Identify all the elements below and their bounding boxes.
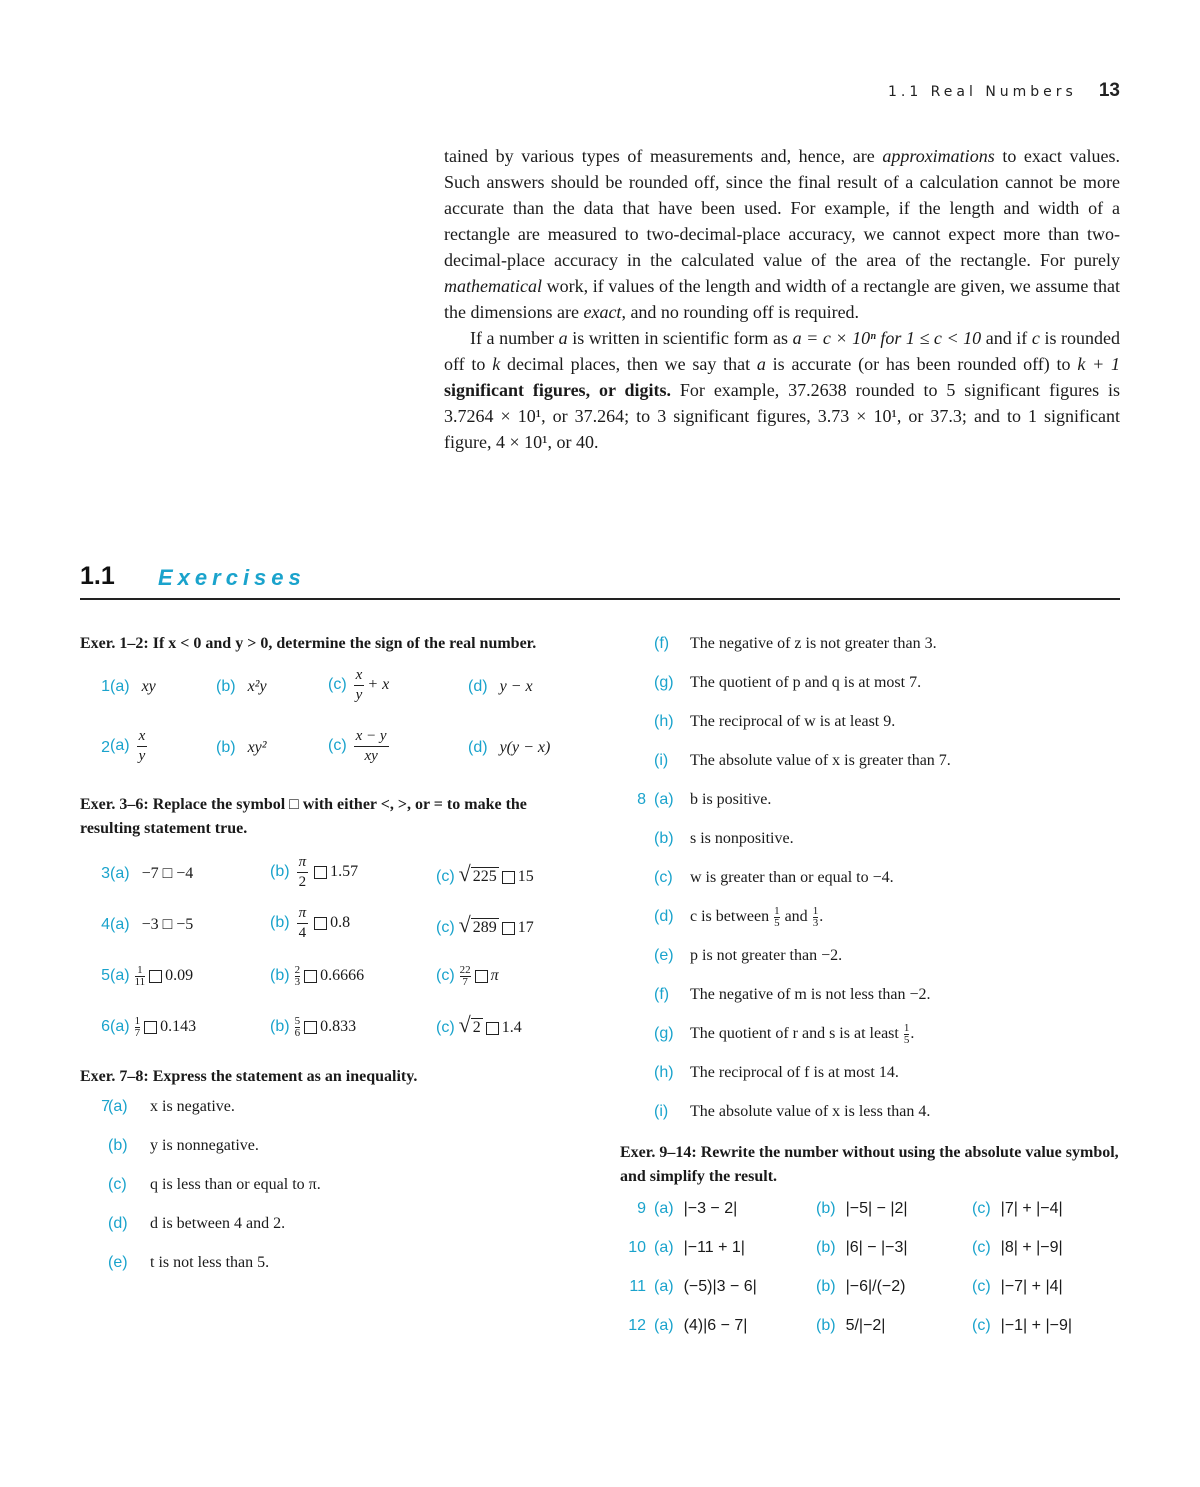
part-text <box>690 905 823 929</box>
blank-square-icon <box>149 970 162 983</box>
part-label: (g) <box>654 674 674 691</box>
fraction <box>774 906 780 929</box>
expression: 0.143 <box>160 1018 197 1036</box>
part-label: (a) <box>110 678 130 695</box>
part-label: (c) <box>328 737 347 755</box>
exercise-number: 6 <box>101 1018 110 1035</box>
text-run: The reciprocal of w is at least 9. <box>690 713 896 730</box>
part-label: (b) <box>270 1018 290 1036</box>
expression: xy <box>141 678 156 695</box>
text-run: and <box>780 908 812 925</box>
exercise-part <box>654 1275 757 1299</box>
exercises-left-column <box>80 632 580 1290</box>
part-label: (f) <box>654 986 670 1003</box>
part-label: (b) <box>216 739 236 756</box>
radicand: 2 <box>472 1019 481 1036</box>
part-text <box>690 1100 930 1124</box>
expression: 0.09 <box>165 967 194 985</box>
expression: 0.8 <box>330 914 351 932</box>
blank-square-icon <box>502 871 515 884</box>
sqrt-icon: √ <box>458 1012 471 1037</box>
fraction <box>135 965 146 988</box>
part-text <box>150 1134 259 1158</box>
text-run: The negative of z is not greater than 3. <box>690 635 937 652</box>
exercise-part <box>80 1251 580 1290</box>
expression: 17 <box>517 919 534 936</box>
denominator: 3 <box>812 916 819 929</box>
section-heading <box>80 558 1120 600</box>
blank-square-icon <box>486 1022 499 1035</box>
section-title: Exercises <box>158 565 306 590</box>
part-label: (d) <box>468 678 488 695</box>
math-var: a <box>558 328 568 348</box>
exercises-right-column <box>620 632 1120 1353</box>
text-run: The absolute value of x is less than 4. <box>690 1103 931 1120</box>
exercise-part <box>972 1236 1063 1260</box>
exercise-3 <box>80 855 580 906</box>
exercise-part <box>816 1275 905 1299</box>
denominator: 6 <box>294 1027 301 1039</box>
fraction <box>460 965 471 988</box>
expression: |8| + |−9| <box>1000 1239 1063 1256</box>
part-text <box>690 671 921 695</box>
exercise-part <box>620 866 1120 905</box>
part-label: (a) <box>110 865 130 882</box>
part-text <box>690 1022 914 1046</box>
part-label: (e) <box>654 947 674 964</box>
part-label: (c) <box>972 1200 991 1217</box>
part-label: (h) <box>654 1064 674 1081</box>
blank-square-icon <box>304 1021 317 1034</box>
exercise-part <box>816 1197 908 1221</box>
text-emphasis: exact <box>583 302 622 322</box>
denominator: 7 <box>134 1027 141 1039</box>
denominator: 7 <box>462 976 468 988</box>
exercise-part <box>80 1212 580 1251</box>
expression: |−5| − |2| <box>845 1200 908 1217</box>
text-emphasis: mathematical <box>444 276 542 296</box>
exercise-2 <box>80 721 580 785</box>
part-label: (i) <box>654 1103 669 1120</box>
numerator: π <box>297 904 309 924</box>
part-label: (c) <box>436 919 455 936</box>
part-label: (b) <box>270 967 290 985</box>
exercise-number: 5 <box>101 967 110 984</box>
fraction <box>137 727 148 766</box>
part-label: (a) <box>110 916 130 933</box>
part-text <box>690 1061 899 1085</box>
text-run: The quotient of p and q is at most 7. <box>690 674 922 691</box>
exercise-4 <box>80 906 580 957</box>
expression: |6| − |−3| <box>845 1239 908 1256</box>
text-run: decimal places, then we say that <box>500 354 757 374</box>
text-run: t is not less than 5. <box>150 1254 270 1271</box>
fraction <box>297 904 309 943</box>
part-label: (b) <box>816 1200 836 1217</box>
exercise-part <box>620 905 1120 944</box>
expression: |7| + |−4| <box>1000 1200 1063 1217</box>
part-text <box>150 1212 285 1236</box>
exercise-7-continued <box>620 632 1120 788</box>
exercise-part <box>620 983 1120 1022</box>
part-label: (c) <box>972 1317 991 1334</box>
expression: −7 □ −4 <box>141 865 194 882</box>
instruction-3-6: Exer. 3–6: Replace the symbol □ with either <, >, or = to make the resulting statement true. <box>80 796 527 837</box>
part-label: (g) <box>654 1025 674 1042</box>
running-head <box>888 80 1120 102</box>
part-label: (a) <box>654 1200 674 1217</box>
exercise-number: 12 <box>628 1317 646 1334</box>
exercise-part <box>620 1061 1120 1100</box>
blank-square-icon <box>314 917 327 930</box>
expression: x²y <box>247 678 267 695</box>
exercise-number: 10 <box>628 1239 646 1256</box>
exercise-part <box>80 1173 580 1212</box>
page-number: 13 <box>1098 80 1120 101</box>
text-bold: significant figures, or digits. <box>444 380 672 400</box>
blank-square-icon <box>314 866 327 879</box>
instruction-1-2: Exer. 1–2: If x < 0 and y > 0, determine the sign of the real number. <box>80 635 537 652</box>
expression: y − x <box>499 678 533 695</box>
instruction-7-8: Exer. 7–8: Express the statement as an inequality. <box>80 1068 418 1085</box>
blank-square-icon <box>144 1021 157 1034</box>
exercises-9-12 <box>620 1197 1120 1353</box>
fraction <box>904 1023 910 1046</box>
exercise-part <box>620 749 1120 788</box>
part-text <box>690 866 894 890</box>
part-label: (c) <box>436 868 455 885</box>
exercise-number: 7 <box>101 1098 110 1115</box>
part-label: (a) <box>654 1317 674 1334</box>
part-text <box>690 827 794 851</box>
math-var: c <box>1031 328 1040 348</box>
part-label: (b) <box>816 1317 836 1334</box>
part-label: (c) <box>654 869 673 886</box>
math-var: a <box>756 354 766 374</box>
exercise-row <box>620 1197 1120 1236</box>
text-run: c is between <box>690 908 770 925</box>
sqrt-icon: √ <box>458 861 471 886</box>
part-label: (c) <box>108 1176 127 1193</box>
part-text <box>150 1173 321 1197</box>
part-label: (b) <box>270 863 290 881</box>
text-run: If a number <box>470 328 559 348</box>
exercise-part <box>620 671 1120 710</box>
part-label: (a) <box>654 791 674 808</box>
expression: 0.6666 <box>320 967 365 985</box>
numerator: x <box>354 666 365 686</box>
exercise-part <box>654 1197 737 1221</box>
exercise-number: 1 <box>101 678 110 695</box>
blank-square-icon <box>304 970 317 983</box>
text-run: b is positive. <box>690 791 772 808</box>
part-label: (d) <box>108 1215 128 1232</box>
expression: xy² <box>247 739 267 756</box>
part-text <box>690 749 951 773</box>
expression: 5/|−2| <box>845 1317 886 1334</box>
numerator: 5 <box>294 1015 301 1027</box>
exercise-number: 3 <box>101 865 110 882</box>
numerator: π <box>297 853 309 873</box>
text-run: . <box>910 1025 915 1042</box>
exercise-number: 4 <box>101 916 110 933</box>
part-label: (b) <box>108 1137 128 1154</box>
text-run: q is less than or equal to π. <box>150 1176 321 1193</box>
text-run: , and no rounding off is required. <box>621 302 860 322</box>
expression: π <box>490 967 499 985</box>
expression: (−5)|3 − 6| <box>683 1278 757 1295</box>
text-run: is rounded off to <box>444 328 1120 374</box>
expression: |−1| + |−9| <box>1000 1317 1072 1334</box>
part-label: (a) <box>110 967 130 985</box>
denominator: 11 <box>134 976 146 988</box>
numerator: 1 <box>135 965 146 977</box>
text-run: y is nonnegative. <box>150 1137 259 1154</box>
intro-paragraph-1 <box>444 143 1120 325</box>
part-label: (a) <box>110 1018 130 1036</box>
exercise-part <box>620 827 1120 866</box>
denominator: 5 <box>903 1033 910 1046</box>
numerator: x − y <box>354 727 389 747</box>
part-label: (b) <box>216 678 236 695</box>
expression: + x <box>367 676 390 694</box>
exercise-row <box>620 1275 1120 1314</box>
text-emphasis: approximations <box>882 146 995 166</box>
intro-paragraph-2 <box>444 325 1120 455</box>
fraction <box>297 853 309 892</box>
expression: |−6|/(−2) <box>845 1278 906 1295</box>
running-head-section: 1.1 Real Numbers <box>887 84 1077 100</box>
expression: |−7| + |4| <box>1000 1278 1063 1295</box>
math-formula: k + 1 <box>1077 354 1120 374</box>
denominator: 4 <box>298 925 307 941</box>
denominator: y <box>355 687 363 703</box>
exercise-1 <box>80 667 580 721</box>
part-text <box>690 632 937 656</box>
part-label: (b) <box>816 1278 836 1295</box>
part-label: (f) <box>654 635 670 652</box>
part-label: (h) <box>654 713 674 730</box>
text-run: is accurate (or has been rounded off) to <box>765 354 1078 374</box>
text-run: work, if values of the length and width of a rectangle are given, we assume that the dimensions are <box>444 276 1120 322</box>
text-run: s is nonpositive. <box>690 830 794 847</box>
exercise-part <box>654 1314 747 1338</box>
text-run: tained by various types of measurements and, hence, are <box>444 146 883 166</box>
part-text <box>690 788 771 812</box>
expression: y(y − x) <box>499 739 551 756</box>
intro-text <box>444 143 1120 455</box>
exercise-number: 9 <box>637 1200 646 1217</box>
text-run: For example, 37.2638 rounded to 5 significant figures is 3.7264 × 10¹, or 37.264; to 3 significant figures, 3.73 × 10¹, or 37.3; and to 1 significant figure, 4 × 10¹, or 40. <box>444 380 1120 452</box>
radicand: 289 <box>472 919 497 936</box>
expression: 15 <box>517 868 534 885</box>
exercise-5 <box>80 957 580 1008</box>
denominator: y <box>138 748 146 764</box>
part-text <box>150 1095 235 1119</box>
part-label: (a) <box>110 737 130 755</box>
text-run: . <box>819 908 824 925</box>
fraction <box>354 666 365 705</box>
part-label: (a) <box>108 1098 128 1115</box>
part-text <box>690 710 895 734</box>
section-number: 1.1 <box>80 562 115 590</box>
fraction <box>295 965 301 988</box>
expression: 0.833 <box>320 1018 357 1036</box>
exercise-number: 8 <box>637 791 646 808</box>
exercise-part <box>972 1275 1063 1299</box>
text-run: d is between 4 and 2. <box>150 1215 286 1232</box>
exercise-8 <box>620 788 1120 1139</box>
text-run: and if <box>981 328 1032 348</box>
exercise-part <box>816 1236 908 1260</box>
radicand: 225 <box>472 868 497 885</box>
math-formula: a = c × 10ⁿ for 1 ≤ c < 10 <box>792 328 982 348</box>
exercise-part <box>972 1314 1072 1338</box>
math-var: k <box>492 354 501 374</box>
text-run: p is not greater than −2. <box>690 947 843 964</box>
exercise-number: 2 <box>101 739 110 756</box>
exercise-part <box>80 1095 580 1134</box>
numerator: 1 <box>774 904 780 917</box>
text-run: The quotient of r and s is at least <box>690 1025 899 1042</box>
part-label: (a) <box>654 1239 674 1256</box>
part-label: (c) <box>972 1278 991 1295</box>
blank-square-icon <box>475 970 488 983</box>
part-label: (b) <box>654 830 674 847</box>
exercise-part <box>620 1100 1120 1139</box>
exercise-7 <box>80 1095 580 1290</box>
blank-square-icon <box>502 922 515 935</box>
part-text <box>690 983 931 1007</box>
denominator: 5 <box>774 916 780 929</box>
fraction <box>295 1016 301 1039</box>
exercise-6 <box>80 1008 580 1059</box>
numerator: 2 <box>294 964 301 976</box>
text-run: The absolute value of x is greater than 7. <box>690 752 951 769</box>
exercise-number: 11 <box>629 1278 646 1295</box>
numerator: 1 <box>903 1021 910 1034</box>
sqrt-icon: √ <box>458 912 471 937</box>
numerator: 22 <box>459 964 471 976</box>
exercise-row <box>620 1314 1120 1353</box>
exercise-part <box>620 944 1120 983</box>
exercise-part <box>80 1134 580 1173</box>
numerator: 1 <box>134 1015 141 1027</box>
part-label: (b) <box>270 914 290 932</box>
part-label: (c) <box>328 676 347 694</box>
part-text <box>690 944 842 968</box>
text-run: The negative of m is not less than −2. <box>690 986 931 1003</box>
denominator: 2 <box>298 874 307 890</box>
part-label: (c) <box>436 1019 455 1036</box>
part-label: (c) <box>436 967 455 985</box>
expression: 1.57 <box>330 863 359 881</box>
exercise-part <box>620 632 1120 671</box>
text-run: w is greater than or equal to −4. <box>690 869 894 886</box>
denominator: 3 <box>294 976 301 988</box>
fraction <box>354 727 389 766</box>
numerator: x <box>137 727 148 747</box>
expression: (4)|6 − 7| <box>683 1317 748 1334</box>
text-run: x is negative. <box>150 1098 235 1115</box>
text-run: to exact values. Such answers should be rounded off, since the final result of a calculation cannot be more accurate than the data that have been used. For example, if the length and width of a rectangle are measured to two-decimal-place accuracy, we cannot expect more than two-decimal-place accuracy in the calculated value of the area of the rectangle. For purely <box>444 146 1120 270</box>
part-label: (b) <box>816 1239 836 1256</box>
exercise-part <box>620 788 1120 827</box>
exercise-part <box>620 710 1120 749</box>
part-label: (i) <box>654 752 669 769</box>
exercise-part <box>816 1314 885 1338</box>
numerator: 1 <box>812 904 819 917</box>
text-run: The reciprocal of f is at most 14. <box>690 1064 899 1081</box>
part-label: (e) <box>108 1254 128 1271</box>
expression: |−11 + 1| <box>683 1239 745 1256</box>
text-run: is written in scientific form as <box>567 328 793 348</box>
exercise-part <box>972 1197 1063 1221</box>
expression: 1.4 <box>501 1019 522 1036</box>
exercise-row <box>620 1236 1120 1275</box>
fraction <box>813 906 819 929</box>
fraction <box>135 1016 141 1039</box>
exercise-part <box>654 1236 745 1260</box>
instruction-9-14: Exer. 9–14: Rewrite the number without using the absolute value symbol, and simplify the result. <box>620 1144 1119 1185</box>
expression: |−3 − 2| <box>683 1200 738 1217</box>
part-label: (d) <box>654 908 674 925</box>
part-label: (a) <box>654 1278 674 1295</box>
part-text <box>150 1251 269 1275</box>
expression: −3 □ −5 <box>141 916 194 933</box>
part-label: (c) <box>972 1239 991 1256</box>
exercise-part <box>620 1022 1120 1061</box>
denominator: xy <box>364 748 378 764</box>
part-label: (d) <box>468 739 488 756</box>
